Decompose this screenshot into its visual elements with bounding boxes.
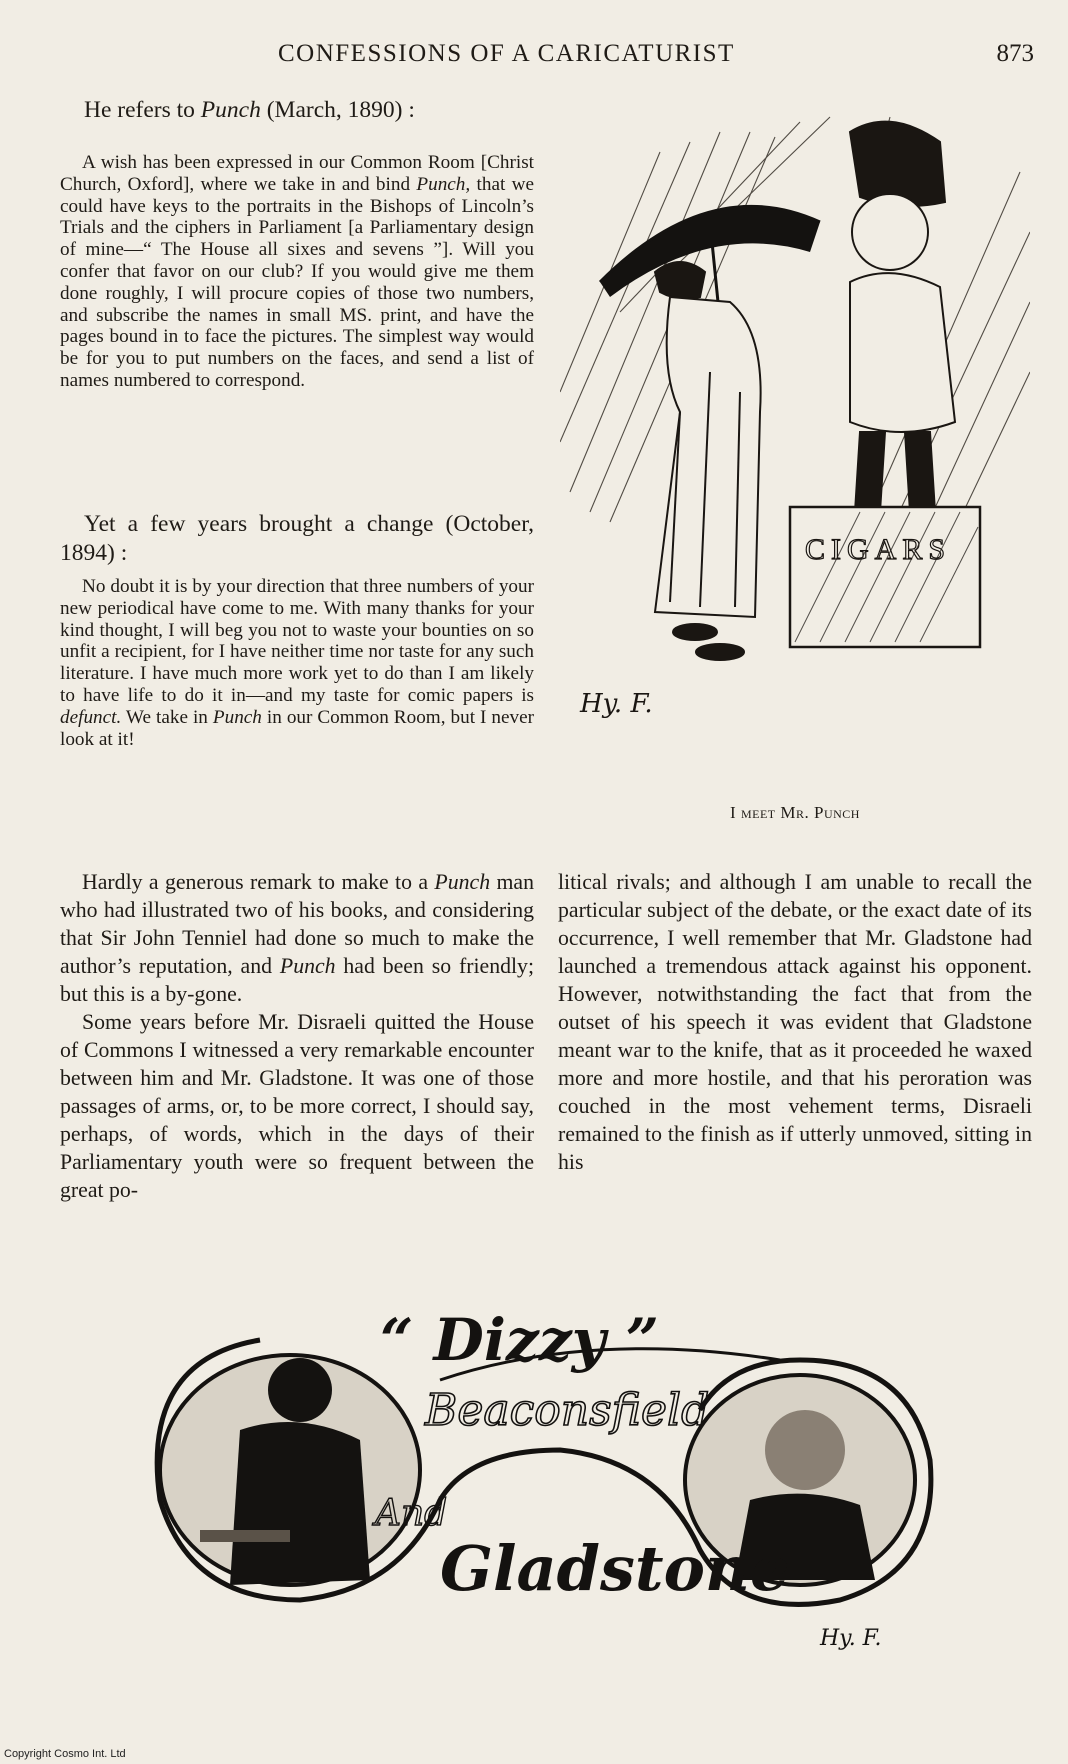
- quote2-part1: No doubt it is by your direction that three numbers of your new periodical have come to me. With many thanks for your kind thought, I will beg you not to waste your bounties on so unfit a recipient, for I have neither time nor taste for any such literature. I have much more work yet to do than I am likely to have life to do it in—and my taste for comic papers is: [60, 576, 534, 706]
- quote2-italic-punch: Punch: [212, 706, 262, 728]
- body-paragraph-continued: litical rivals; and although I am unable to recall the particular subject of the debate, or the exact date of its occurrence, I well remember that Mr. Gladstone had launched a tremendous attack against his opponent. However, notwithstanding the fact that from the outset of his speech it was evident that Gladstone meant war to the knife, that as it proceeded he waxed more and more hostile, and that his peroration was couched in the most vehement terms, Disraeli remained to the finish as if utterly unmoved, sitting in his: [558, 870, 1032, 1174]
- quote1-part1: A wish has been expressed in our Common Room [Christ Church, Oxford], where we take in and bind: [60, 152, 534, 195]
- quote1-italic: Punch,: [416, 173, 471, 195]
- letter-quote-1: [60, 152, 534, 392]
- body-paragraph-1: [60, 868, 534, 1008]
- p1-part1: Hardly a generous remark to make to a: [82, 870, 435, 894]
- body-column-left: [60, 868, 534, 1204]
- body-column-right: [558, 868, 1032, 1176]
- quote2-italic-defunct: defunct.: [60, 706, 122, 728]
- illustration-dizzy-gladstone: [140, 1300, 960, 1665]
- sign-cigars-text: CIGARS: [805, 533, 952, 566]
- quote2-part3: in our Common Room, but I never look at it!: [60, 706, 535, 750]
- letter-quote-2: [60, 576, 534, 750]
- figure-caricaturist: [655, 262, 761, 660]
- illustration-mr-punch: [560, 112, 1030, 782]
- signature-hyf-2: Hy. F.: [820, 1626, 882, 1651]
- page-number: 873: [996, 40, 1034, 67]
- intro1-text: He refers to: [84, 97, 201, 123]
- running-title: CONFESSIONS OF A CARICATURIST: [278, 40, 735, 67]
- quote1-part2: that we could have keys to the portraits in the Bishops of Lincoln’s Trials and the ciphers in Parliament [a Parliamentary design of mine—“ The House all sixes and sevens ”]. Will you confer that favor on our club? If you would give me them done roughly, I will procure copies of those two numbers, and subscribe the names in small MS. print, and have the pages bound in to face the pictures. The simplest way would be for you to put numbers on the faces, and send a list of names numbered to correspond.: [60, 173, 534, 391]
- title-dizzy: “ Dizzy ”: [380, 1306, 660, 1374]
- p1-italic-2: Punch: [279, 954, 336, 978]
- copyright-notice: Copyright Cosmo Int. Ltd: [4, 1748, 126, 1760]
- cigar-sign-box: [790, 507, 980, 647]
- title-beaconsfield: Beaconsfield: [425, 1385, 710, 1436]
- signature-hyf: Hy. F.: [580, 689, 653, 719]
- title-gladstone: Gladstone: [440, 1532, 790, 1605]
- title-and: And: [375, 1493, 448, 1534]
- intro1-text-after: (March, 1890) :: [260, 97, 415, 123]
- intro-line-1: [84, 96, 415, 125]
- intro-line-2: Yet a few years brought a change (October, 1894) :: [60, 511, 534, 566]
- figure-caption: I meet Mr. Punch: [730, 803, 860, 822]
- intro1-italic: Punch: [200, 97, 261, 123]
- p1-part3: had been so friendly; but this is a by-gone.: [60, 954, 535, 1006]
- figure-punch: [850, 122, 955, 512]
- p1-part2: man who had illustrated two of his books, and considering that Sir John Tenniel had done so much to make the author’s reputation, and: [60, 870, 534, 978]
- body-paragraph-2: Some years before Mr. Disraeli quitted the House of Commons I witnessed a very remarkable encounter between him and Mr. Gladstone. It was one of those passages of arms, or, to be more correct, I should say, perhaps, of words, which in the days of their Parliamentary youth were so frequent between the great po-: [60, 1010, 534, 1202]
- p1-italic-1: Punch: [434, 870, 491, 894]
- quote2-part2: We take in: [121, 706, 213, 728]
